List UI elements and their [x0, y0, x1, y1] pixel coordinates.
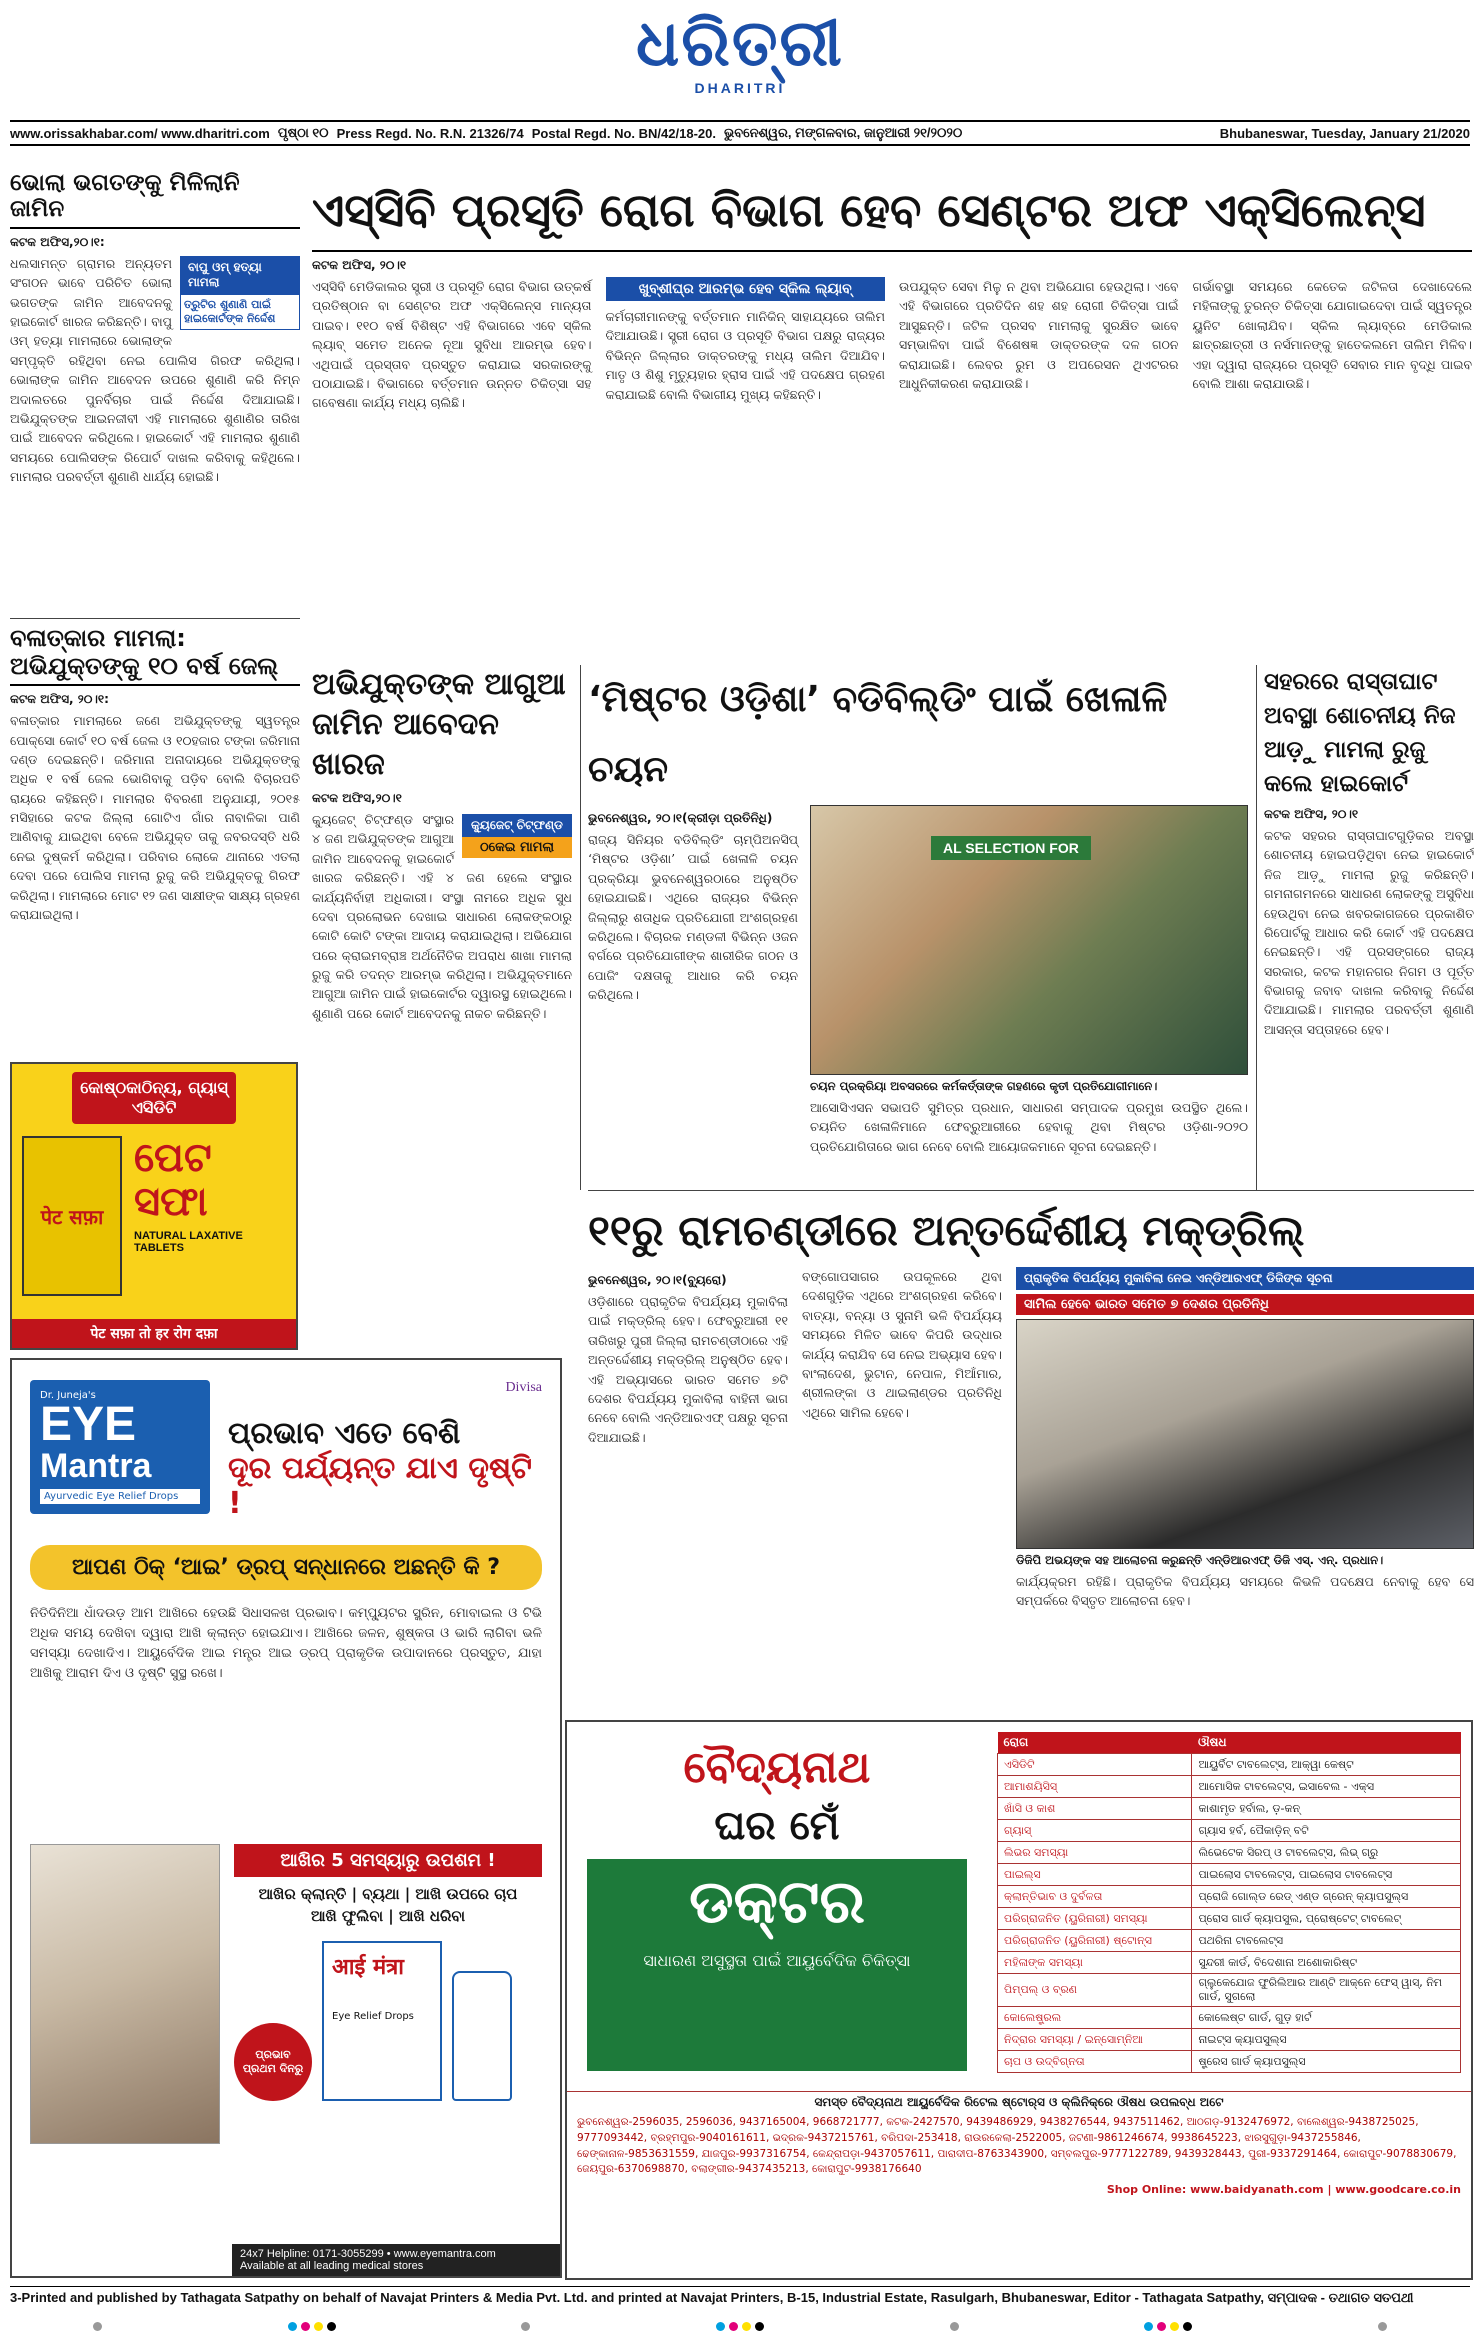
ad-brand: ବୈଦ୍ୟନାଥ — [683, 1742, 871, 1793]
story-body: ଧଲସାମନ୍ତ ଗ୍ରାମର ଅନ୍ୟତମ ସଂଗଠନ ଭାବେ ପରିଚିତ ଭୋଲା ଭଗତଙ୍କ ଜାମିନ ଆବେଦନକୁ ହାଇକୋର୍ଟ ଖାରଜ କରିଛନ୍ତି। ବାପୁ ଓମ୍ ହତ୍ୟା ମାମଲାରେ ଭୋଲାଙ୍କ ସମ୍ପୃକ୍ତି ରହିଥିବା ନେଇ ପୋଲିସ ଗିରଫ କରିଥିଲା। ଭୋଲାଙ୍କ ଜାମିନ ଆବେଦନ ଉପରେ ଶୁଣାଣି କରି ନିମ୍ନ ଅଦାଲତରେ ପୁନର୍ବିଚାର ପାଇଁ ନିର୍ଦ୍ଦେଶ ଦିଆଯାଇଛି। ଅଭିଯୁକ୍ତଙ୍କ ଆଇନଜୀବୀ ଏହି ମାମଲାରେ ଶୁଣାଣିର ତାରିଖ ପାଇଁ ଆବେଦନ କରିଥିଲେ। ହାଇକୋର୍ଟ ଏହି ମାମଲାର ଶୁଣାଣି ସମୟରେ ପୋଲିସଙ୍କ ରିପୋର୍ଟ ଦାଖଲ କରିବାକୁ କହିଥିଲେ। ମାମଲାର ପରବର୍ତ୍ତୀ ଶୁଣାଣି ଧାର୍ଯ୍ୟ ହୋଇଛି। — [10, 255, 300, 484]
logo-mantra: Mantra — [40, 1447, 152, 1485]
ad-line1: ଘର ମେଁ — [714, 1803, 840, 1849]
ad-left — [567, 1722, 987, 2091]
disease-cell: ଚାପ ଓ ଉଦ୍ବିଗ୍ନତା — [998, 2051, 1192, 2073]
problems-title: ଆଖିର 5 ସମସ୍ୟାରୁ ଉପଶମ ! — [234, 1844, 542, 1877]
story-tag-primary: ପ୍ରାକୃତିକ ବିପର୍ଯ୍ୟୟ ମୁକାବିଲା ନେଇ ଏନ୍‌ଡିଆରଏଫ୍ ଡିଜିଙ୍କ ସୂଚନା — [1016, 1267, 1474, 1290]
disease-cell: ଖାଁସି ଓ କାଶ — [998, 1798, 1192, 1820]
postal-registration: Postal Regd. No. BN/42/18-20. — [531, 125, 716, 141]
ad-headline-2: ଦୂର ପର୍ଯ୍ୟନ୍ତ ଯାଏ ଦୃଷ୍ଟି ! — [228, 1451, 532, 1521]
story-tag-box — [180, 256, 300, 330]
product-box — [22, 1136, 122, 1296]
story-headline: ୧୧ରୁ ରାମଚଣ୍ଡୀରେ ଅନ୍ତର୍ଦ୍ଦେଶୀୟ ମକ୍‌ଡ୍ରିଲ୍‌ — [588, 1206, 1305, 1255]
story-dateline: କଟକ ଅଫିସ, ୨୦।୧: — [10, 692, 109, 707]
story-body: ବଳାତ୍କାର ମାମଲାରେ ଜଣେ ଅଭିଯୁକ୍ତଙ୍କୁ ସ୍ୱତନ୍ତ୍ର ପୋକ୍ସୋ କୋର୍ଟ ୧୦ ବର୍ଷ ଜେଲ ଓ ୧୦ହଜାର ଟଙ୍କା ଜରିମାନା ଦଣ୍ଡ ଦେଇଛନ୍ତି। ଜରିମାନା ଅନାଦାୟରେ ଅଭିଯୁକ୍ତଙ୍କୁ ଅଧିକ ୧ ବର୍ଷ ଜେଲ ଭୋଗିବାକୁ ପଡ଼ିବ ବୋଲି ବିଚାରପତି ରାୟରେ କହିଛନ୍ତି। ମାମଲାର ବିବରଣୀ ଅନୁଯାୟୀ, ୨୦୧୫ ମସିହାରେ କଟକ ଜିଲ୍ଲା ଗୋଟିଏ ଗାଁର ନାବାଳିକା ପାଣି ଆଣିବାକୁ ଯାଇଥିବା ବେଳେ ଅଭିଯୁକ୍ତ ତାକୁ ଜବରଦସ୍ତି ଧରି ନେଇ ଦୁଷ୍କର୍ମ କରିଥିଲା। ପରିବାର ଲୋକେ ଥାନାରେ ଏତଲା ଦେବା ପରେ ପୋଲିସ ମାମଲା ରୁଜୁ କରି ଅଭିଯୁକ୍ତକୁ ଗିରଫ କରିଥିଲା। ମାମଲାରେ ମୋଟ ୧୨ ଜଣ ସାକ୍ଷୀଙ୍କ ସାକ୍ଷ୍ୟ ଗ୍ରହଣ କରାଯାଇଥିଲା। — [10, 713, 300, 922]
disease-cell: ପରିଗ୍ରାଜନିତ (ୟୁରିନାରୀ) ଷ୍ଟୋନ୍‌ସ — [998, 1930, 1192, 1952]
column-divider — [1256, 665, 1257, 1190]
story-body-col2: କର୍ମଚାରୀମାନଙ୍କୁ ବର୍ତ୍ତମାନ ମାନିକିନ୍ ସାହାଯ୍ୟରେ ତାଲିମ ଦିଆଯାଉଛି। ସ୍ତ୍ରୀ ରୋଗ ଓ ପ୍ରସୂତି ବିଭାଗ ପକ୍ଷରୁ ରାଜ୍ୟର ବିଭିନ୍ନ ଜିଲ୍ଲାର ଡାକ୍ତରଙ୍କୁ ମଧ୍ୟ ତାଲିମ ଦିଆଯିବ। ମାତୃ ଓ ଶିଶୁ ମୃତ୍ୟୁହାର ହ୍ରାସ ପାଇଁ ଏହି ପଦକ୍ଷେପ ଗ୍ରହଣ କରାଯାଇଛି ବୋଲି ବିଭାଗୀୟ ମୁଖ୍ୟ କହିଛନ୍ତି। — [605, 309, 885, 402]
disease-cell: ପାଇଲ୍‌ସ — [998, 1864, 1192, 1886]
story-dateline: ଭୁବନେଶ୍ୱର, ୨୦।୧(ବ୍ୟୁରୋ) — [588, 1273, 727, 1287]
dateline — [10, 120, 1470, 146]
disease-cell: ପିମ୍ପଲ୍ ଓ ବ୍ରଣ — [998, 1974, 1192, 2007]
bodybuilders-photo — [810, 805, 1248, 1075]
reg-mark — [519, 2316, 532, 2335]
table-row — [998, 1864, 1461, 1886]
date-odia: ଭୁବନେଶ୍ୱର, ମଙ୍ଗଳବାର, ଜାନୁଆରୀ ୨୧/୨୦୨୦ — [723, 125, 963, 140]
imprint-line: 3-Printed and published by Tathagata Satpathy on behalf of Navajat Printers & Media Pvt. Ltd. and printed at Navajat Printers, B-15, Industrial Estate, Rasulgarh, Bhubaneswar, Editor - Tathagata Satpathy, ସମ୍ପାଦକ - ତଥାଗତ ସତପଥୀ — [10, 2286, 1470, 2308]
product-brand-hindi: पेट सफ़ा — [40, 1204, 104, 1229]
ad-helpline: 24x7 Helpline: 0171-3055299 • www.eyemantra.com — [240, 2248, 496, 2260]
story-dateline: ଭୁବନେଶ୍ୱର, ୨୦।୧(କ୍ରୀଡ଼ା ପ୍ରତିନିଧି) — [588, 811, 773, 825]
medicine-cell: ସୁନ୍ଦରୀ କାର୍ଡ, ବିଦେଶାନା ଅଶୋକାରିଷ୍ଟ — [1192, 1952, 1461, 1974]
story-body: କ୍ୟୁଜେଟ୍ ଚିଟ୍‌ଫଣ୍ଡ ସଂସ୍ଥାର ୪ ଜଣ ଅଭିଯୁକ୍ତଙ୍କ ଆଗୁଆ ଜାମିନ ଆବେଦନକୁ ହାଇକୋର୍ଟ ଖାରଜ କରିଛନ୍ତି। ଏହି ୪ ଜଣ ହେଲେ ସଂସ୍ଥାର କାର୍ଯ୍ୟନିର୍ବାହୀ ଅଧିକାରୀ। ସଂସ୍ଥା ନାମରେ ଅଧିକ ସୁଧ ଦେବା ପ୍ରଲୋଭନ ଦେଖାଇ ସାଧାରଣ ଲୋକଙ୍କଠାରୁ କୋଟି କୋଟି ଟଙ୍କା ଆଦାୟ କରାଯାଇଥିଲା। ଅଭିଯୋଗ ପରେ କ୍ରାଇମବ୍ରାଞ୍ଚ ଅର୍ଥନୈତିକ ଅପରାଧ ଶାଖା ମାମଲା ରୁଜୁ କରି ତଦନ୍ତ ଆରମ୍ଭ କରିଥିଲା। ଅଭିଯୁକ୍ତମାନେ ଆଗୁଆ ଜାମିନ ପାଇଁ ହାଇକୋର୍ଟର ଦ୍ୱାରସ୍ଥ ହୋଇଥିଲେ। ଶୁଣାଣି ପରେ କୋର୍ଟ ଆବେଦନକୁ ନାକଚ କରିଛନ୍ତି। — [312, 812, 572, 1021]
story-headline: ଅଭିଯୁକ୍ତଙ୍କ ଆଗୁଆ ଜାମିନ ଆବେଦନ ଖାରଜ — [312, 667, 566, 782]
table-row — [998, 1798, 1461, 1820]
disease-cell: ଏସିଡିଟି — [998, 1754, 1192, 1776]
story-bail — [312, 665, 572, 1360]
story-road-condition — [1264, 665, 1474, 1185]
stamp-badge: ପ୍ରଭାବ ପ୍ରଥମ ଦିନରୁ — [234, 2023, 312, 2101]
story-body-1: ଓଡ଼ିଶାରେ ପ୍ରାକୃତିକ ବିପର୍ଯ୍ୟୟ ମୁକାବିଲା ପାଇଁ ମକ୍‌ଡ୍ରିଲ୍‌ ହେବ। ଫେବ୍ରୁଆରୀ ୧୧ ତାରିଖରୁ ପୁରୀ ଜିଲ୍ଲା ରାମଚଣ୍ଡୀଠାରେ ଏହି ଅନ୍ତର୍ଦ୍ଦେଶୀୟ ମକ୍‌ଡ୍ରିଲ୍‌ ଅନୁଷ୍ଠିତ ହେବ। ଏହି ଅଭ୍ୟାସରେ ଭାରତ ସମେତ ୭ଟି ଦେଶର ବିପର୍ଯ୍ୟୟ ମୁକାବିଲା ବାହିନୀ ଭାଗ ନେବେ ବୋଲି ଏନ୍‌ଡିଆରଏଫ୍‌ ପକ୍ଷରୁ ସୂଚନା ଦିଆଯାଇଛି। — [588, 1294, 788, 1445]
ad-brand-odia: ପେଟ ସଫା — [134, 1135, 212, 1225]
medicine-cell: ନାଇଟ୍‌ସ କ୍ୟାପସୁଲ୍ସ — [1192, 2029, 1461, 2051]
story-left-col — [588, 805, 798, 1156]
ad-bottom — [12, 1834, 560, 2154]
registration-marks — [0, 2316, 1480, 2334]
story-col2-wrap — [606, 277, 886, 657]
ad-tagline: पेट सफ़ा तो हर रोग दफ़ा — [12, 1319, 296, 1348]
story-mister-odisha — [588, 665, 1248, 1185]
story-body-col4: ଗର୍ଭାବସ୍ଥା ସମୟରେ କେତେକ ଜଟିଳତା ଦେଖାଦେଲେ ମହିଳାଙ୍କୁ ତୁରନ୍ତ ଚିକିତ୍ସା ଯୋଗାଇଦେବା ପାଇଁ ସ୍ୱତନ୍ତ୍ର ୟୁନିଟ ଖୋଲାଯିବ। ସ୍କିଲ ଲ୍ୟାବ୍‌ରେ ମେଡିକାଲ ଛାତ୍ରଛାତ୍ରୀ ଓ ନର୍ସମାନଙ୍କୁ ହାତେକଲମେ ତାଲିମ ମିଳିବ। ଏହା ଦ୍ୱାରା ରାଜ୍ୟରେ ପ୍ରସୂତି ସେବାର ମାନ ବୃଦ୍ଧି ପାଇବ ବୋଲି ଆଶା କରାଯାଉଛି। — [1192, 279, 1472, 391]
story-tag-secondary: ତ୍ରୁଟିର ଶୁଣାଣି ପାଇଁ ହାଇକୋର୍ଟଙ୍କ ନିର୍ଦ୍ଦେଶ — [180, 294, 300, 330]
masthead — [0, 0, 1480, 118]
story-bhola — [10, 170, 300, 610]
stores-list: ଭୁବନେଶ୍ୱର-2596035, 2596036, 9437165004, 9668721777, କଟକ-2427570, 9439486929, 9438276544, 9437511462, ଆଠଗଡ଼-9132476972, ବାଲେଶ୍ୱର-9438725025, 9777093442, ବ୍ରହ୍ମପୁର-9040161611, ଭଦ୍ରକ-9437215761, ବରିପଦା-253418, ରାଉରକେଲା-2522005, ଜଟଣୀ-9861246674, 9938645223, ଝାରସୁଗୁଡ଼ା-9437255846, ଢେଙ୍କାନାଳ-9853631559, ଯାଜପୁର-9937316754, କେନ୍ଦ୍ରାପଡ଼ା-9437057611, ପାରାଦୀପ-8763343900, ସମ୍ବଲପୁର-9777122789, 9439328443, ପୁରୀ-9337291464, କୋରାପୁଟ-9078830679, ଜେୟପୁର-6370698870, ବଲାଙ୍ଗୀର-9437435213, କୋରାପୁଟ-9938176640 — [577, 2116, 1457, 2176]
story-dateline: କଟକ ଅଫିସ,୨୦।୧ — [312, 791, 402, 805]
story-dateline: କଟକ ଅଫିସ, ୨୦।୧ — [312, 258, 407, 272]
story-body-col1: ଏସ୍‌ସିବି ମେଡିକାଲର ସ୍ତ୍ରୀ ଓ ପ୍ରସୂତି ରୋଗ ବିଭାଗ ଉତ୍କର୍ଷ ପ୍ରତିଷ୍ଠାନ ବା ସେଣ୍ଟର ଅଫ ଏକ୍ସିଲେନ୍ସ ମାନ୍ୟତା ପାଇବ। ୧୧୦ ବର୍ଷ ବିଶିଷ୍ଟ ଏହି ବିଭାଗରେ ଏବେ ସ୍କିଲ ଲ୍ୟାବ୍‌ ସମେତ ଅନେକ ନୂଆ ସୁବିଧା ଆରମ୍ଭ ହେବ। ଏଥିପାଇଁ ପ୍ରସ୍ତାବ ପ୍ରସ୍ତୁତ କରାଯାଇ ସରକାରଙ୍କୁ ପଠାଯାଇଛି। ବିଭାଗରେ ବର୍ତ୍ତମାନ ଉନ୍ନତ ଚିକିତ୍ସା ସହ ଗବେଷଣା କାର୍ଯ୍ୟ ମଧ୍ୟ ଚାଲିଛି। — [312, 279, 592, 411]
story-tag-secondary: ସାମିଲ ହେବେ ଭାରତ ସମେତ ୭ ଦେଶର ପ୍ରତିନିଧି — [1016, 1294, 1474, 1315]
table-row — [998, 1930, 1461, 1952]
story-body-col3: ଉପଯୁକ୍ତ ସେବା ମିଳୁ ନ ଥିବା ଅଭିଯୋଗ ହେଉଥିଲା। ଏବେ ଏହି ବିଭାଗରେ ପ୍ରତିଦିନ ଶହ ଶହ ରୋଗୀ ଚିକିତ୍ସା ପାଇଁ ଆସୁଛନ୍ତି। ଜଟିଳ ପ୍ରସବ ମାମଲାକୁ ସୁରକ୍ଷିତ ଭାବେ ସମ୍ଭାଳିବା ପାଇଁ ବିଶେଷଜ୍ଞ ଡାକ୍ତରଙ୍କ ଦଳ ଗଠନ କରାଯାଇଛି। ଲେବର ରୁମ ଓ ଅପରେସନ ଥିଏଟରର ଆଧୁନିକୀକରଣ କରାଯାଉଛି। — [899, 279, 1179, 391]
story-dateline: କଟକ ଅଫିସ,୨୦।୧: — [10, 234, 105, 249]
logo-doctor: Dr. Juneja's — [40, 1390, 96, 1401]
ad-top — [12, 1360, 560, 1531]
table-row — [998, 1974, 1461, 2007]
reg-mark — [286, 2316, 338, 2335]
story-body-2: ଆସୋସିଏସନ ସଭାପତି ସୁମିତ୍ର ପ୍ରଧାନ, ସାଧାରଣ ସମ୍ପାଦକ ପ୍ରମୁଖ ଉପସ୍ଥିତ ଥିଲେ। ଚୟନିତ ଖେଳାଳିମାନେ ଫେବ୍ରୁଆରୀରେ ହେବାକୁ ଥିବା ମିଷ୍ଟର ଓଡ଼ିଶା-୨୦୨୦ ପ୍ରତିଯୋଗିତାରେ ଭାଗ ନେବେ ବୋଲି ଆୟୋଜକମାନେ ସୂଚନା ଦେଇଛନ୍ତି। — [810, 1100, 1248, 1154]
ad-headline-block — [228, 1380, 542, 1521]
disease-cell: ପରିଗ୍ରାଜନିତ (ୟୁରିନାରୀ) ସମସ୍ୟା — [998, 1908, 1192, 1930]
logo-eye: EYE — [40, 1398, 137, 1451]
table-header-row — [998, 1732, 1461, 1754]
logo-text: ଧରିତ୍ରୀ — [636, 6, 844, 81]
story-rape-case — [10, 625, 300, 1045]
divisa-logo: Divisa — [505, 1380, 542, 1395]
story-mockdrill — [588, 1195, 1474, 1695]
medicine-cell: କୋଲେଷ୍ଟ ଗାର୍ଡ, ଗୁଡ଼ ହାର୍ଟ — [1192, 2007, 1461, 2029]
ad-helpline-bar — [232, 2244, 560, 2276]
table-row — [998, 2007, 1461, 2029]
photo-caption: ଚୟନ ପ୍ରକ୍ରିୟା ଅବସରରେ କର୍ମକର୍ତ୍ତାଙ୍କ ଗହଣରେ କୃତୀ ପ୍ରତିଯୋଗୀମାନେ। — [810, 1079, 1158, 1093]
press-registration: Press Regd. No. R.N. 21326/74 — [336, 125, 524, 141]
ad-text-col — [134, 1136, 286, 1296]
column-divider — [580, 665, 581, 1190]
story-headline: ‘ମିଷ୍ଟର ଓଡ଼ିଶା’ ବଡିବିଲ୍ଡିଂ ପାଇଁ ଖେଳାଳି ଚୟନ — [588, 679, 1168, 790]
table-row — [998, 1776, 1461, 1798]
product-box-brand: आई मंत्रा — [332, 1955, 404, 1980]
story-tag-primary: କ୍ୟୁଜେଟ୍ ଚିଟ୍‌ଫଣ୍ଡ — [462, 814, 572, 837]
story-headline-line1: ବଳାତ୍କାର ମାମଲା: — [10, 625, 186, 652]
reg-mark — [1376, 2316, 1389, 2335]
story-headline-line2: ଅଭିଯୁକ୍ତଙ୍କୁ ୧୦ ବର୍ଷ ଜେଲ୍‌ — [10, 653, 300, 687]
medicine-cell: ଷ୍ଟ୍ରେସ ଗାର୍ଡ କ୍ୟାପସୁଲ୍ସ — [1192, 2051, 1461, 2073]
story-right-col — [810, 805, 1248, 1156]
story-columns — [312, 277, 1472, 657]
ad-line2: ଡକ୍ଟର — [587, 1859, 967, 1945]
table-row — [998, 1908, 1461, 1930]
reg-mark — [1142, 2316, 1194, 2335]
medicine-cell: ପ୍ରୋଜି ଗୋଲ୍ଡ ରେଡ୍ ଏଣ୍ଡ ଗ୍ରେନ୍ କ୍ୟାପସୁଲ୍ସ — [1192, 1886, 1461, 1908]
story-tag-secondary: ଠକେଇ ମାମଲା — [462, 837, 572, 858]
medicine-cell: ଗ୍ଲୁକେଯୋଜ ଫୁରିଲିଆର ଆଣ୍ଟି ଆକ୍‌ନେ ଫେସ୍ ୱାସ୍, ନିମ ଗାର୍ଡ, ସୁଗଲୋ — [1192, 1974, 1461, 2007]
date-english: Bhubaneswar, Tuesday, January 21/2020 — [1219, 125, 1470, 141]
medicine-cell: କାଶାମୃତ ହର୍ବାଲ, ଡ଼-କନ୍ — [1192, 1798, 1461, 1820]
problems-line-1: ଆଖିର କ୍ଲାନ୍ତି | ବ୍ୟଥା | ଆଖି ଉପରେ ଚାପ — [258, 1885, 518, 1903]
ad-headline-1: ପ୍ରଭାବ ଏତେ ବେଶି — [228, 1416, 461, 1451]
ad-subline: ସାଧାରଣ ଅସୁସ୍ଥତା ପାଇଁ ଆୟୁର୍ବେଦିକ ଚିକିତ୍ସା — [587, 1945, 967, 2071]
ad-petsafa[interactable] — [10, 1062, 298, 1350]
column-medicine: ଔଷଧ — [1192, 1732, 1461, 1754]
medicine-cell: ଗ୍ୟାସ ହର୍ବ, ପୈକାଡ଼ିନ୍ ବଟି — [1192, 1820, 1461, 1842]
ad-table-wrap — [987, 1722, 1471, 2091]
medicine-cell: ଆମୋସିକ ଟାବଲେଟ୍ସ, ଇସାବେଲ - ଏକ୍ସ — [1192, 1776, 1461, 1798]
disease-cell: ଲିଭର ସମସ୍ୟା — [998, 1842, 1192, 1864]
table-row — [998, 1754, 1461, 1776]
logo-sub: Ayurvedic Eye Relief Drops — [40, 1489, 200, 1504]
ad-problems — [220, 1844, 542, 2144]
eye-mantra-logo — [30, 1380, 210, 1514]
story-content — [588, 1267, 1474, 1611]
story-body-1: ରାଜ୍ୟ ସିନିୟର ବଡିବିଲ୍ଡିଂ ଚାମ୍ପିଅନସିପ୍ ‘ମିଷ୍ଟର ଓଡ଼ିଶା’ ପାଇଁ ଖେଳାଳି ଚୟନ ପ୍ରକ୍ରିୟା ଭୁବନେଶ୍ୱରଠାରେ ଅନୁଷ୍ଠିତ ହୋଇଯାଇଛି। ଏଥିରେ ରାଜ୍ୟର ବିଭିନ୍ନ ଜିଲ୍ଲାରୁ ଶତାଧିକ ପ୍ରତିଯୋଗୀ ଅଂଶଗ୍ରହଣ କରିଥିଲେ। ବିଚାରକ ମଣ୍ଡଳୀ ବିଭିନ୍ନ ଓଜନ ବର୍ଗରେ ପ୍ରତିଯୋଗୀଙ୍କ ଶାରୀରିକ ଗଠନ ଓ ପୋଜିଂ ଦକ୍ଷତାକୁ ଆଧାର କରି ଚୟନ କରିଥିଲେ। — [588, 832, 798, 1002]
stores-title: ସମସ୍ତ ବୈଦ୍ୟନାଥ ଆୟୁର୍ବେଦିକ ରିଟେଲ ଷ୍ଟୋର୍‌ସ ଓ କ୍ଲିନିକ୍‌ରେ ଔଷଧ ଉପଲବ୍ଧ ଅଟେ — [567, 2091, 1471, 2113]
disease-cell: ଆମାଶୟିସିସ୍‌ — [998, 1776, 1192, 1798]
product-row — [234, 1941, 542, 2101]
table-row — [998, 1952, 1461, 1974]
story-tag-box — [462, 814, 572, 858]
reg-mark — [948, 2316, 961, 2335]
ad-baidyanath[interactable] — [565, 1720, 1473, 2280]
table-row — [998, 1842, 1461, 1864]
story-body-3: କାର୍ଯ୍ୟକ୍ରମ ରହିଛି। ପ୍ରାକୃତିକ ବିପର୍ଯ୍ୟୟ ସମୟରେ କିଭଳି ପଦକ୍ଷେପ ନେବାକୁ ହେବ ସେ ସମ୍ପର୍କରେ ବିସ୍ତୃତ ଆଲୋଚନା ହେବ। — [1016, 1574, 1474, 1609]
reg-mark — [91, 2316, 104, 2335]
table-row — [998, 1820, 1461, 1842]
story-content — [588, 805, 1248, 1156]
story-dateline: କଟକ ଅଫିସ, ୨୦।୧ — [1264, 807, 1359, 821]
section-divider — [588, 1190, 1474, 1191]
disease-medicine-table — [997, 1732, 1461, 2073]
meeting-photo — [1016, 1319, 1474, 1549]
story-scb — [312, 170, 1472, 662]
disease-cell: ଗ୍ୟାସ୍‌ — [998, 1820, 1192, 1842]
medicine-cell: ପାଇଲୋସ ଟାବଲେଟ୍ସ, ପାଇଲୋସ ଟାବଲେଟ୍ସ — [1192, 1864, 1461, 1886]
story-body-2: ବଙ୍ଗୋପସାଗର ଉପକୂଳରେ ଥିବା ଦେଶଗୁଡ଼ିକ ଏଥିରେ ଅଂଶଗ୍ରହଣ କରିବେ। ବାତ୍ୟା, ବନ୍ୟା ଓ ସୁନାମି ଭଳି ବିପର୍ଯ୍ୟୟ ସମୟରେ ମିଳିତ ଭାବେ କିପରି ଉଦ୍ଧାର କାର୍ଯ୍ୟ କରାଯିବ ସେ ନେଇ ଅଭ୍ୟାସ ହେବ। ବାଂଲାଦେଶ, ଭୁଟାନ, ନେପାଳ, ମିଆଁମାର, ଶ୍ରୀଲଙ୍କା ଓ ଥାଇଲାଣ୍ଡର ପ୍ରତିନିଧି ଏଥିରେ ସାମିଲ ହେବେ। — [802, 1269, 1002, 1420]
page-number: ପୃଷ୍ଠା ୧୦ — [277, 125, 329, 140]
ad-availability: Available at all leading medical stores — [240, 2260, 424, 2272]
disease-cell: ମହିଳାଙ୍କ ସମସ୍ୟା — [998, 1952, 1192, 1974]
reg-mark — [714, 2316, 766, 2335]
ad-body — [12, 1124, 296, 1308]
disease-cell: କ୍ଲାନ୍ତିଭାବ ଓ ଦୁର୍ବଳତା — [998, 1886, 1192, 1908]
logo-subtext: DHARITRI — [694, 80, 786, 96]
websites: www.orissakhabar.com/ www.dharitri.com — [10, 125, 270, 141]
problems-line-2: ଆଖି ଫୁଲିବା | ଆଖି ଧରିବା — [310, 1907, 466, 1925]
photo-caption: ଡିଜିପି ଅଭୟଙ୍କ ସହ ଆଲୋଚନା କରୁଛନ୍ତି ଏନ୍‌ଡିଆରଏଫ୍ ଡିଜି ଏସ୍. ଏନ୍. ପ୍ରଧାନ। — [1016, 1553, 1384, 1567]
ad-question: ଆପଣ ଠିକ୍ ‘ଆଇ’ ଡ୍ରପ୍ ସନ୍ଧାନରେ ଅଛନ୍ତି କି ? — [30, 1545, 542, 1590]
table-body — [998, 1754, 1461, 2073]
section-divider — [10, 618, 300, 619]
story-tag: ଖୁବ୍‌ଶୀଘ୍ର ଆରମ୍ଭ ହେବ ସ୍କିଲ ଲ୍ୟାବ୍‌ — [606, 277, 886, 301]
story-headline: ଭୋଲା ଭଗତଙ୍କୁ ମିଳିଲାନି ଜାମିନ — [10, 170, 300, 229]
table-row — [998, 1886, 1461, 1908]
medicine-cell: ଲିଭେଟେକ ସିରପ୍ ଓ ଟାବଲେଟ୍ସ, ଲିଭ୍ ଗ୍ରୁ — [1192, 1842, 1461, 1864]
story-photo-col — [1016, 1267, 1474, 1611]
medicine-cell: ପ୍ରୋସ ଗାର୍ଡ କ୍ୟାପସୁଲ, ପ୍ରୋଷ୍ଟେଟ୍ ଟାବଲେଟ୍ — [1192, 1908, 1461, 1930]
column-disease: ରୋଗ — [998, 1732, 1192, 1754]
story-body: କଟକ ସହରର ରାସ୍ତାଘାଟଗୁଡ଼ିକର ଅବସ୍ଥା ଶୋଚନୀୟ ହୋଇପଡ଼ିଥିବା ନେଇ ହାଇକୋର୍ଟ ନିଜ ଆଡ଼ୁ ମାମଲା ରୁଜୁ କରିଛନ୍ତି। ଗମନାଗମନରେ ସାଧାରଣ ଲୋକଙ୍କୁ ଅସୁବିଧା ହେଉଥିବା ନେଇ ଖବରକାଗଜରେ ପ୍ରକାଶିତ ରିପୋର୍ଟକୁ ଆଧାର କରି କୋର୍ଟ ଏହି ପଦକ୍ଷେପ ନେଇଛନ୍ତି। ଏହି ପ୍ରସଙ୍ଗରେ ରାଜ୍ୟ ସରକାର, କଟକ ମହାନଗର ନିଗମ ଓ ପୂର୍ତ୍ତ ବିଭାଗକୁ ଜବାବ ଦାଖଲ କରିବାକୁ ନିର୍ଦ୍ଦେଶ ଦିଆଯାଇଛି। ମାମଲାର ପରବର୍ତ୍ତୀ ଶୁଣାଣି ଆସନ୍ତା ସପ୍ତାହରେ ହେବ। — [1264, 828, 1474, 1037]
story-col1 — [588, 1267, 788, 1611]
newspaper-logo — [590, 8, 890, 96]
disease-cell: କୋଲେଷ୍ଟ୍ରଲ — [998, 2007, 1192, 2029]
table-row — [998, 2029, 1461, 2051]
disease-cell: ନିଦ୍ରାର ସମସ୍ୟା / ଇନ୍‌ସୋମ୍ନିଆ — [998, 2029, 1192, 2051]
ad-banner: କୋଷ୍ଠକାଠିନ୍ୟ, ଗ୍ୟାସ୍ ଏସିଡିଟି — [72, 1072, 236, 1124]
story-headline: ଏସ୍‌ସିବି ପ୍ରସୂତି ରୋଗ ବିଭାଗ ହେବ ସେଣ୍ଟର ଅଫ ଏକ୍ସିଲେନ୍ସ — [312, 170, 1472, 252]
man-photo — [30, 1844, 220, 2144]
product-box-sub: Eye Relief Drops — [332, 2011, 414, 2022]
story-headline: ସହରରେ ରାସ୍ତାଘାଟ ଅବସ୍ଥା ଶୋଚନୀୟ ନିଜ ଆଡ଼ୁ ମାମଲା ରୁଜୁ କଲେ ହାଇକୋର୍ଟ — [1264, 669, 1456, 797]
medicine-cell: ଆୟୁର୍ବିଟ ଟାବଲେଟ୍ସ, ଆକ୍ୱା କେଷ୍ଟ — [1192, 1754, 1461, 1776]
shop-online[interactable]: Shop Online: www.baidyanath.com | www.goodcare.co.in — [1106, 2183, 1461, 2196]
ad-top — [567, 1722, 1471, 2091]
story-tag-primary: ବାପୁ ଓମ୍ ହତ୍ୟା ମାମଲା — [180, 256, 300, 294]
medicine-cell: ପଥରିନା ଟାବଲେଟ୍ସ — [1192, 1930, 1461, 1952]
ad-body: ନିତିଦିନିଆ ଧାଁଦଉଡ଼ ଆମ ଆଖିରେ ହେଉଛି ସିଧାସଳଖ ପ୍ରଭାବ। କମ୍ପ୍ୟୁଟର ସ୍କ୍ରିନ, ମୋବାଇଲ ଓ ଟିଭି ଅଧିକ ସମୟ ଦେଖିବା ଦ୍ୱାରା ଆଖି କ୍ଲାନ୍ତ ହୋଇଯାଏ। ଆଖିରେ ଜଳନ, ଶୁଷ୍କତା ଓ ଭାରି ଲାଗିବା ଭଳି ସମସ୍ୟା ଦେଖାଦିଏ। ଆୟୁର୍ବେଦିକ ଆଇ ମନ୍ତ୍ର ଆଇ ଡ୍ରପ୍‌ ପ୍ରାକୃତିକ ଉପାଦାନରେ ପ୍ରସ୍ତୁତ, ଯାହା ଆଖିକୁ ଆରାମ ଦିଏ ଓ ଦୃଷ୍ଟି ସୁସ୍ଥ ରଖେ। — [30, 1606, 542, 1682]
product-bottle — [452, 1971, 512, 2101]
product-box — [322, 1941, 442, 2101]
table-row — [998, 2051, 1461, 2073]
ad-eye-mantra[interactable] — [10, 1358, 562, 2278]
ad-subtitle: NATURAL LAXATIVE TABLETS — [134, 1230, 243, 1254]
photo-banner: AL SELECTION FOR — [931, 836, 1091, 860]
